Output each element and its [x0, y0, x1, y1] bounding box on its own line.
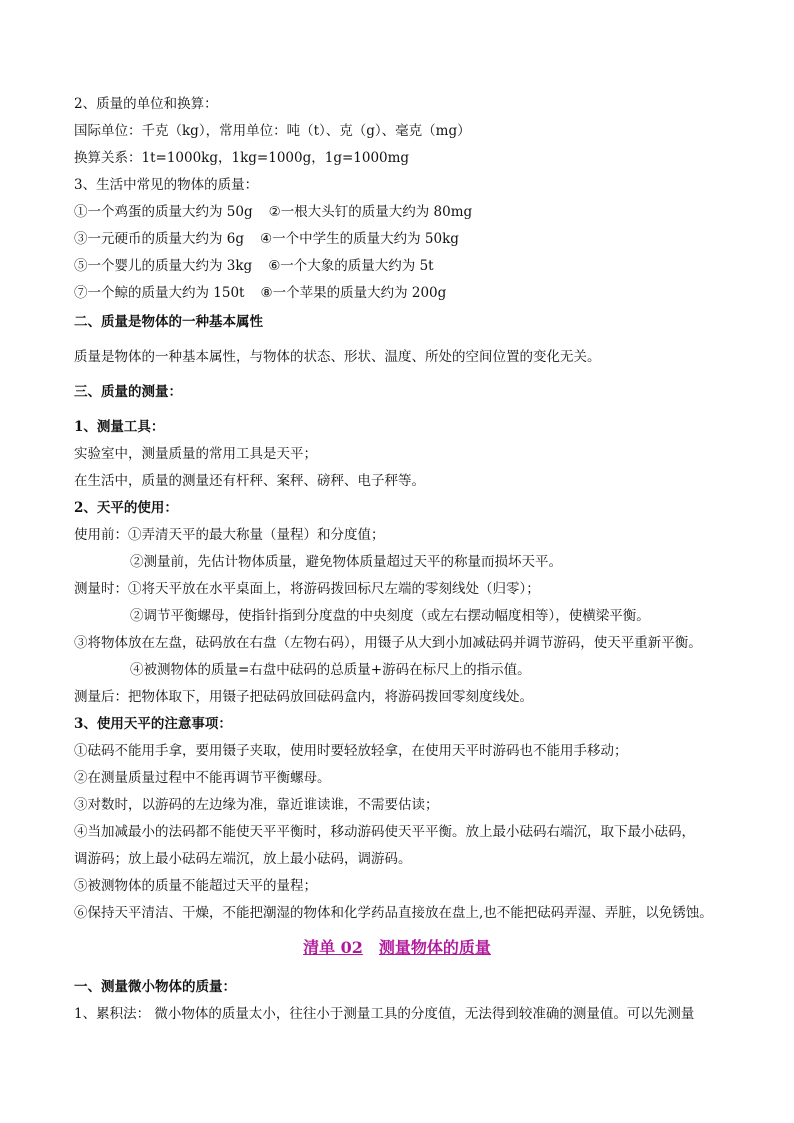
text-lab-tool: 实验室中，测量质量的常用工具是天平；	[74, 446, 317, 462]
example-item: ⑥一个大象的质量大约为 5t	[268, 258, 434, 274]
example-item: ⑤一个婴儿的质量大约为 3kg	[74, 258, 253, 274]
text-after-use: 测量后：把物体取下，用镊子把砝码放回砝码盒内，将游码拨回零刻度线处。	[74, 689, 533, 705]
text-units: 国际单位：千克（kg），常用单位：吨（t）、克（g）、毫克（mg）	[74, 123, 471, 139]
text-during-4: ④被测物体的质量=右盘中砝码的总质量+游码在标尺上的指示值。	[130, 662, 531, 678]
precaution-item: ⑤被测物体的质量不能超过天平的量程；	[74, 878, 317, 894]
section-title-label: 清单 02	[303, 938, 363, 957]
text-conversion: 换算关系：1t=1000kg，1kg=1000g，1g=1000mg	[74, 150, 410, 166]
example-item: ③一元硬币的质量大约为 6g	[74, 231, 245, 247]
heading-common-masses: 3、生活中常见的物体的质量：	[74, 177, 259, 193]
precaution-item: ⑥保持天平清洁、干燥，不能把潮湿的物体和化学药品直接放在盘上,也不能把砝码弄湿、弄脏，以免锈蚀。	[74, 905, 713, 921]
text-basic-property: 质量是物体的一种基本属性，与物体的状态、形状、温度、所处的空间位置的变化无关。	[74, 349, 601, 365]
heading-tiny-objects: 一、测量微小物体的质量：	[74, 979, 236, 995]
text-during-1: 测量时：①将天平放在水平桌面上，将游码拨回标尺左端的零刻线处（归零）；	[74, 581, 540, 597]
precaution-item: ②在测量质量过程中不能再调节平衡螺母。	[74, 770, 331, 786]
text-before-use-1: 使用前：①弄清天平的最大称量（量程）和分度值；	[74, 527, 385, 543]
example-row	[74, 257, 434, 275]
section-title	[0, 938, 794, 958]
section-title-text: 测量物体的质量	[378, 938, 491, 957]
example-item: ①一个鸡蛋的质量大约为 50g	[74, 204, 253, 220]
text-accumulation: 1、累积法： 微小物体的质量太小，往往小于测量工具的分度值，无法得到较准确的测量值。可以先测量	[74, 1006, 695, 1022]
example-item: ④一个中学生的质量大约为 50kg	[260, 231, 459, 247]
heading-basic-property: 二、质量是物体的一种基本属性	[74, 314, 263, 330]
precaution-item: ④当加减最小的法码都不能使天平平衡时，移动游码使天平平衡。放上最小砝码右端沉，取下最小砝码，	[74, 824, 695, 840]
text-during-3: ③将物体放在左盘，砝码放在右盘（左物右码），用镊子从大到小加减砝码并调节游码，使天平重新平衡。	[74, 635, 702, 651]
example-row	[74, 284, 446, 302]
example-item: ②一根大头钉的质量大约为 80mg	[268, 204, 473, 220]
heading-precautions: 3、使用天平的注意事项：	[74, 716, 232, 732]
precaution-item-cont: 调游码；放上最小砝码左端沉，放上最小砝码，调游码。	[74, 851, 412, 867]
text-during-2: ②调节平衡螺母，使指针指到分度盘的中央刻度（或左右摆动幅度相等），使横梁平衡。	[130, 608, 650, 624]
example-item: ⑧一个苹果的质量大约为 200g	[260, 285, 447, 301]
example-row	[74, 230, 459, 248]
text-before-use-2: ②测量前，先估计物体质量，避免物体质量超过天平的称量而损坏天平。	[130, 554, 562, 570]
precaution-item: ③对数时，以游码的左边缘为准，靠近谁读谁，不需要估读；	[74, 797, 439, 813]
heading-tools: 1、测量工具：	[74, 419, 165, 435]
heading-measurement: 三、质量的测量：	[74, 384, 182, 400]
heading-unit-conversion: 2、质量的单位和换算：	[74, 96, 218, 112]
text-life-tools: 在生活中，质量的测量还有杆秤、案秤、磅秤、电子秤等。	[74, 473, 425, 489]
precaution-item: ①砝码不能用手拿，要用镊子夹取，使用时要轻放轻拿，在使用天平时游码也不能用手移动；	[74, 743, 628, 759]
example-item: ⑦一个鲸的质量大约为 150t	[74, 285, 245, 301]
heading-balance-use: 2、天平的使用：	[74, 500, 178, 516]
example-row	[74, 203, 472, 221]
